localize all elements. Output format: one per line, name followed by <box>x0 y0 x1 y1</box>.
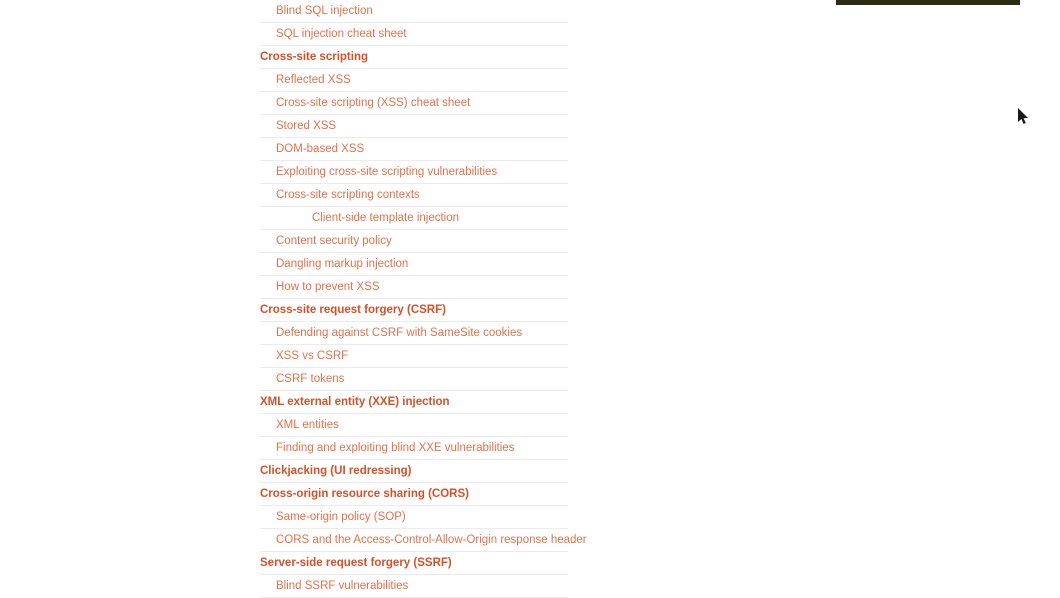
toc-item[interactable] <box>260 0 568 23</box>
toc-item-label[interactable]: Stored XSS <box>276 120 337 132</box>
toc-item-label[interactable]: How to prevent XSS <box>276 281 380 293</box>
toc-item-label[interactable]: XSS vs CSRF <box>276 350 349 362</box>
toc-item-label[interactable]: Cross-site scripting (XSS) cheat sheet <box>276 97 471 109</box>
toc-item-label[interactable]: Clickjacking (UI redressing) <box>260 465 412 477</box>
toc-item[interactable] <box>260 253 568 276</box>
toc-item-label[interactable]: Cross-origin resource sharing (CORS) <box>260 488 469 500</box>
toc-item[interactable] <box>260 345 568 368</box>
toc-item-label[interactable]: Cross-site scripting <box>260 51 368 63</box>
toc-item-label[interactable]: XML entities <box>276 419 339 431</box>
toc-item-label[interactable]: DOM-based XSS <box>276 143 365 155</box>
toc-item[interactable] <box>260 437 568 460</box>
toc-item-label[interactable]: Cross-site scripting contexts <box>276 189 420 201</box>
toc-item[interactable] <box>260 115 568 138</box>
toc-item[interactable] <box>260 322 568 345</box>
toc-item[interactable] <box>260 138 568 161</box>
toc-item[interactable] <box>260 276 568 299</box>
toc-item[interactable] <box>260 414 568 437</box>
toc-section-heading[interactable] <box>260 483 568 506</box>
toc-item-label[interactable]: Server-side request forgery (SSRF) <box>260 557 452 569</box>
toc-item[interactable] <box>260 161 568 184</box>
toc-item-label[interactable]: SQL injection cheat sheet <box>276 28 407 40</box>
toc-item-label[interactable]: Blind SSRF vulnerabilities <box>276 580 409 592</box>
toc-item[interactable] <box>260 368 568 391</box>
toc-item[interactable] <box>260 23 568 46</box>
page-top-banner <box>836 0 1020 5</box>
toc-item[interactable] <box>260 69 568 92</box>
toc-item-label[interactable]: Reflected XSS <box>276 74 351 86</box>
toc-item-label[interactable]: Finding and exploiting blind XXE vulnerabilities <box>276 442 515 454</box>
toc-item-label[interactable]: Cross-site request forgery (CSRF) <box>260 304 446 316</box>
toc-section-heading[interactable] <box>260 46 568 69</box>
toc-item[interactable] <box>260 207 568 230</box>
toc-item-label[interactable]: XML external entity (XXE) injection <box>260 396 450 408</box>
toc-section-heading[interactable] <box>260 391 568 414</box>
toc-item-label[interactable]: Same-origin policy (SOP) <box>276 511 406 523</box>
toc-section-heading[interactable] <box>260 460 568 483</box>
toc-section-heading[interactable] <box>260 552 568 575</box>
toc-item[interactable] <box>260 529 587 552</box>
toc-item-label[interactable]: CORS and the Access-Control-Allow-Origin response header <box>276 534 587 546</box>
table-of-contents <box>260 0 587 598</box>
toc-item-label[interactable]: Client-side template injection <box>312 212 460 224</box>
toc-item-label[interactable]: Defending against CSRF with SameSite cookies <box>276 327 523 339</box>
toc-item-label[interactable]: Content security policy <box>276 235 392 247</box>
toc-item-label[interactable]: Exploiting cross-site scripting vulnerabilities <box>276 166 498 178</box>
toc-item[interactable] <box>260 230 568 253</box>
toc-item-label[interactable]: Dangling markup injection <box>276 258 409 270</box>
toc-item[interactable] <box>260 184 568 207</box>
toc-item-label[interactable]: Blind SQL injection <box>276 5 373 17</box>
toc-item[interactable] <box>260 506 568 529</box>
toc-section-heading[interactable] <box>260 299 568 322</box>
toc-item[interactable] <box>260 92 568 115</box>
toc-item-label[interactable]: CSRF tokens <box>276 373 345 385</box>
mouse-pointer-icon <box>1018 108 1030 126</box>
toc-item[interactable] <box>260 575 568 598</box>
